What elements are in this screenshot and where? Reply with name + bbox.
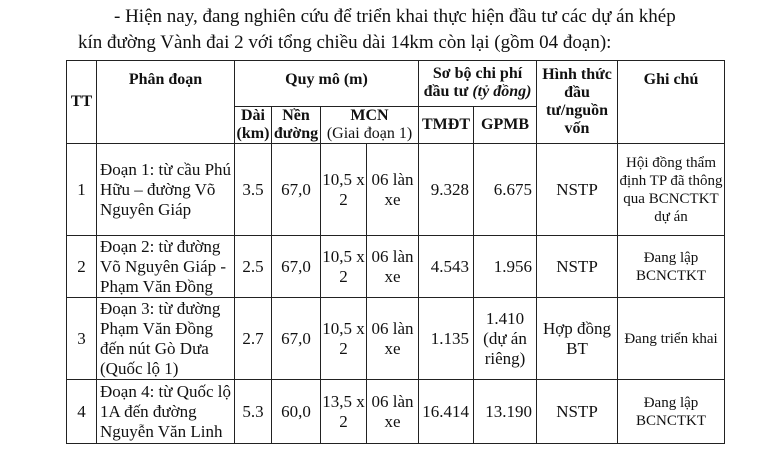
cell-nen-duong: 67,0 — [272, 144, 321, 236]
cell-hinh-thuc: NSTP — [537, 380, 618, 444]
intro-paragraph — [78, 4, 758, 56]
cell-lan: 06 làn xe — [367, 380, 419, 444]
header-quy-mo: Quy mô (m) — [235, 61, 419, 107]
cell-gpmb: 1.410 (dự án riêng) — [474, 298, 537, 380]
cell-hinh-thuc: NSTP — [537, 236, 618, 298]
cell-mcn: 10,5 x 2 — [321, 298, 367, 380]
header-mcn — [321, 107, 419, 144]
cell-ghi-chu: Hội đồng thẩm định TP đã thông qua BCNCTKT dự án — [618, 144, 725, 236]
header-ghi-chu: Ghi chú — [618, 61, 725, 144]
cell-dai: 5.3 — [235, 380, 272, 444]
cell-mcn: 10,5 x 2 — [321, 144, 367, 236]
header-mcn-label: MCN — [350, 107, 389, 124]
header-tt: TT — [67, 61, 97, 144]
header-tmdt: TMĐT — [419, 107, 474, 144]
cell-ghi-chu: Đang lập BCNCTKT — [618, 236, 725, 298]
header-so-bo-unit: (tỷ đồng) — [472, 83, 532, 100]
cell-tt: 2 — [67, 236, 97, 298]
cell-lan: 06 làn xe — [367, 144, 419, 236]
header-phan-doan: Phân đoạn — [97, 61, 235, 144]
intro-line-2: kín đường Vành đai 2 với tổng chiều dài 14km còn lại (gồm 04 đoạn): — [78, 32, 612, 53]
cell-phan-doan: Đoạn 3: từ đường Phạm Văn Đồng đến nút Gò Dưa (Quốc lộ 1) — [97, 298, 235, 380]
intro-line-1: - Hiện nay, đang nghiên cứu để triển khai thực hiện đầu tư các dự án khép — [114, 6, 676, 27]
cell-gpmb: 6.675 — [474, 144, 537, 236]
cell-hinh-thuc: Hợp đồng BT — [537, 298, 618, 380]
table-row — [67, 236, 725, 298]
cell-gpmb: 13.190 — [474, 380, 537, 444]
cell-tt: 4 — [67, 380, 97, 444]
cell-tmdt: 16.414 — [419, 380, 474, 444]
cell-nen-duong: 67,0 — [272, 236, 321, 298]
header-so-bo — [419, 61, 537, 107]
cell-tmdt: 4.543 — [419, 236, 474, 298]
cell-ghi-chu: Đang triển khai — [618, 298, 725, 380]
header-so-bo-line2: đầu tư — [423, 83, 469, 100]
cell-mcn: 13,5 x 2 — [321, 380, 367, 444]
cell-gpmb: 1.956 — [474, 236, 537, 298]
cell-lan: 06 làn xe — [367, 236, 419, 298]
header-row-1 — [67, 61, 725, 107]
header-mcn-sub: (Giai đoạn 1) — [326, 125, 413, 142]
cell-tt: 1 — [67, 144, 97, 236]
cell-nen-duong: 60,0 — [272, 380, 321, 444]
cell-ghi-chu: Đang lập BCNCTKT — [618, 380, 725, 444]
cell-hinh-thuc: NSTP — [537, 144, 618, 236]
table-row — [67, 298, 725, 380]
project-table — [66, 60, 725, 444]
cell-dai: 2.5 — [235, 236, 272, 298]
header-nen-duong: Nền đường — [272, 107, 321, 144]
cell-phan-doan: Đoạn 4: từ Quốc lộ 1A đến đường Nguyễn Văn Linh — [97, 380, 235, 444]
table-row — [67, 144, 725, 236]
cell-phan-doan: Đoạn 2: từ đường Võ Nguyên Giáp - Phạm Văn Đồng — [97, 236, 235, 298]
cell-mcn: 10,5 x 2 — [321, 236, 367, 298]
cell-dai: 2.7 — [235, 298, 272, 380]
cell-phan-doan: Đoạn 1: từ cầu Phú Hữu – đường Võ Nguyên Giáp — [97, 144, 235, 236]
header-dai: Dài (km) — [235, 107, 272, 144]
header-hinh-thuc: Hình thức đầu tư/nguồn vốn — [537, 61, 618, 144]
cell-tmdt: 9.328 — [419, 144, 474, 236]
cell-tmdt: 1.135 — [419, 298, 474, 380]
cell-nen-duong: 67,0 — [272, 298, 321, 380]
header-gpmb: GPMB — [474, 107, 537, 144]
cell-dai: 3.5 — [235, 144, 272, 236]
header-so-bo-line1: Sơ bộ chi phí — [432, 65, 523, 82]
table-row — [67, 380, 725, 444]
cell-lan: 06 làn xe — [367, 298, 419, 380]
cell-tt: 3 — [67, 298, 97, 380]
